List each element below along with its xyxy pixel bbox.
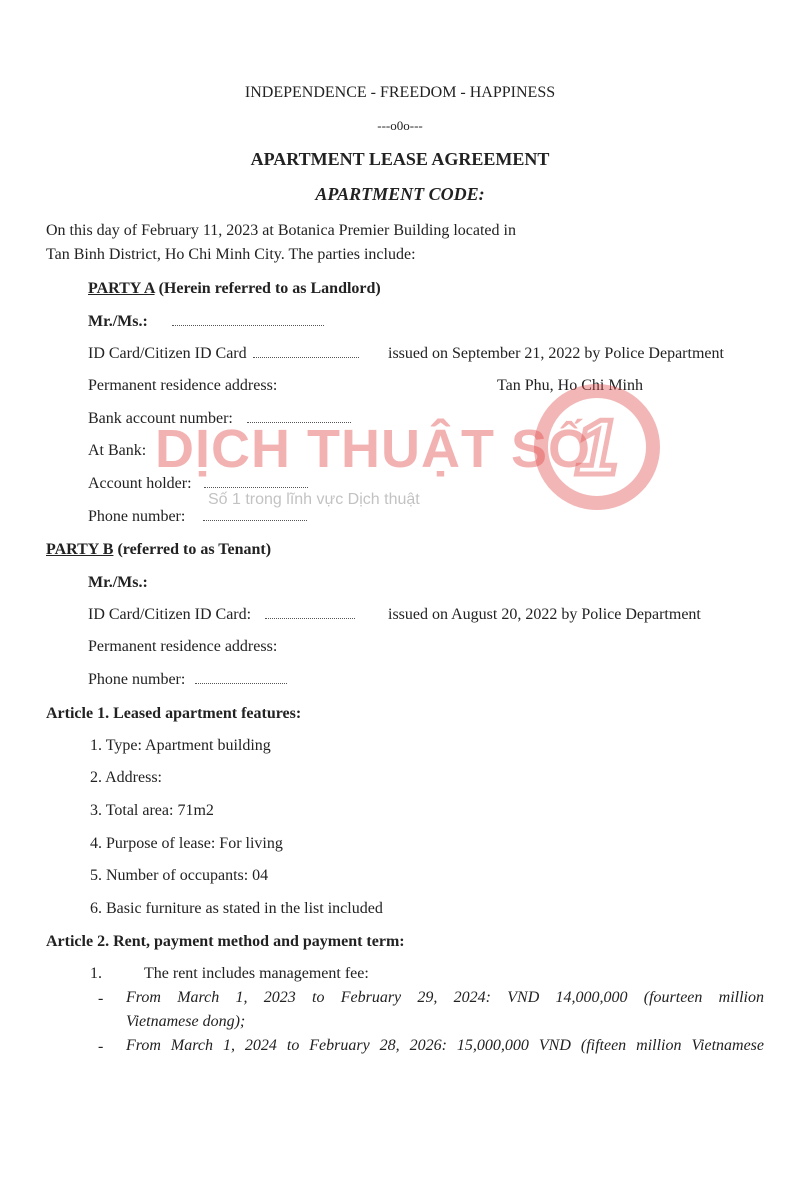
watermark-brand: DỊCH THUẬT SỐ <box>155 419 591 479</box>
watermark-tagline: Số 1 trong lĩnh vực Dịch thuật <box>208 491 420 508</box>
party-a-name-row <box>88 313 324 331</box>
national-motto: INDEPENDENCE - FREEDOM - HAPPINESS <box>244 84 556 101</box>
article-1-item: 6. Basic furniture as stated in the list included <box>90 900 383 917</box>
document-title: APARTMENT LEASE AGREEMENT <box>250 149 550 169</box>
bullet-dash: - <box>98 1038 104 1055</box>
party-b-id-row <box>88 606 355 624</box>
party-a-id-blank <box>253 346 359 358</box>
party-b-id-blank <box>265 607 355 619</box>
apartment-code-label: APARTMENT CODE: <box>315 184 485 204</box>
party-b-phone-row <box>88 671 287 689</box>
header-separator: ---o0o--- <box>377 118 423 133</box>
party-a-heading <box>88 280 381 298</box>
party-b-address-label: Permanent residence address: <box>88 638 278 655</box>
bullet-dash: - <box>98 990 104 1007</box>
intro-line-1: On this day of February 11, 2023 at Botanica Premier Building located in <box>46 222 516 239</box>
party-a-label: PARTY A <box>88 280 155 297</box>
article-1-heading: Article 1. Leased apartment features: <box>46 705 302 722</box>
party-a-name-label: Mr./Ms.: <box>88 313 148 330</box>
article-2-heading: Article 2. Rent, payment method and payment term: <box>46 933 405 950</box>
party-a-bank-label: At Bank: <box>88 442 147 459</box>
party-b-phone-blank <box>195 672 287 684</box>
party-b-name-label: Mr./Ms.: <box>88 574 148 591</box>
article-2-item-text: The rent includes management fee: <box>144 965 369 982</box>
party-a-phone-row <box>88 508 307 526</box>
article-2-item-number: 1. <box>90 965 102 982</box>
party-a-name-blank <box>172 314 324 326</box>
party-a-id-row <box>88 345 359 363</box>
article-1-item: 1. Type: Apartment building <box>90 737 271 754</box>
party-a-id-label: ID Card/Citizen ID Card <box>88 345 247 362</box>
party-b-role: (referred to as Tenant) <box>113 541 272 558</box>
party-a-id-issued: issued on September 21, 2022 by Police Department <box>388 345 724 362</box>
party-a-bank-account-label: Bank account number: <box>88 410 233 427</box>
party-a-holder-label: Account holder: <box>88 475 192 492</box>
party-b-heading <box>46 541 271 559</box>
article-1-item: 3. Total area: 71m2 <box>90 802 214 819</box>
watermark-logo-icon <box>532 382 662 512</box>
rent-period-1-line-2: Vietnamese dong); <box>126 1013 246 1030</box>
party-b-id-label: ID Card/Citizen ID Card: <box>88 606 252 623</box>
party-b-id-issued: issued on August 20, 2022 by Police Department <box>388 606 701 623</box>
rent-period-1-line-1: From March 1, 2023 to February 29, 2024: VND 14,000,000 (fourteen million <box>126 989 764 1006</box>
party-a-phone-blank <box>203 509 307 521</box>
rent-period-2-line-1: From March 1, 2024 to February 28, 2026: 15,000,000 VND (fifteen million Vietnamese <box>126 1037 764 1054</box>
intro-line-2: Tan Binh District, Ho Chi Minh City. The parties include: <box>46 246 416 263</box>
article-1-item: 2. Address: <box>90 769 162 786</box>
party-a-address-label: Permanent residence address: <box>88 377 278 394</box>
party-a-phone-label: Phone number: <box>88 508 186 525</box>
article-1-item: 4. Purpose of lease: For living <box>90 835 283 852</box>
party-a-role: (Herein referred to as Landlord) <box>154 280 381 297</box>
watermark-logo-digit: 1 <box>575 403 619 491</box>
party-b-label: PARTY B <box>46 541 114 558</box>
party-b-phone-label: Phone number: <box>88 671 186 688</box>
party-a-address-value: Tan Phu, Ho Chi Minh <box>497 377 643 394</box>
article-1-item: 5. Number of occupants: 04 <box>90 867 269 884</box>
